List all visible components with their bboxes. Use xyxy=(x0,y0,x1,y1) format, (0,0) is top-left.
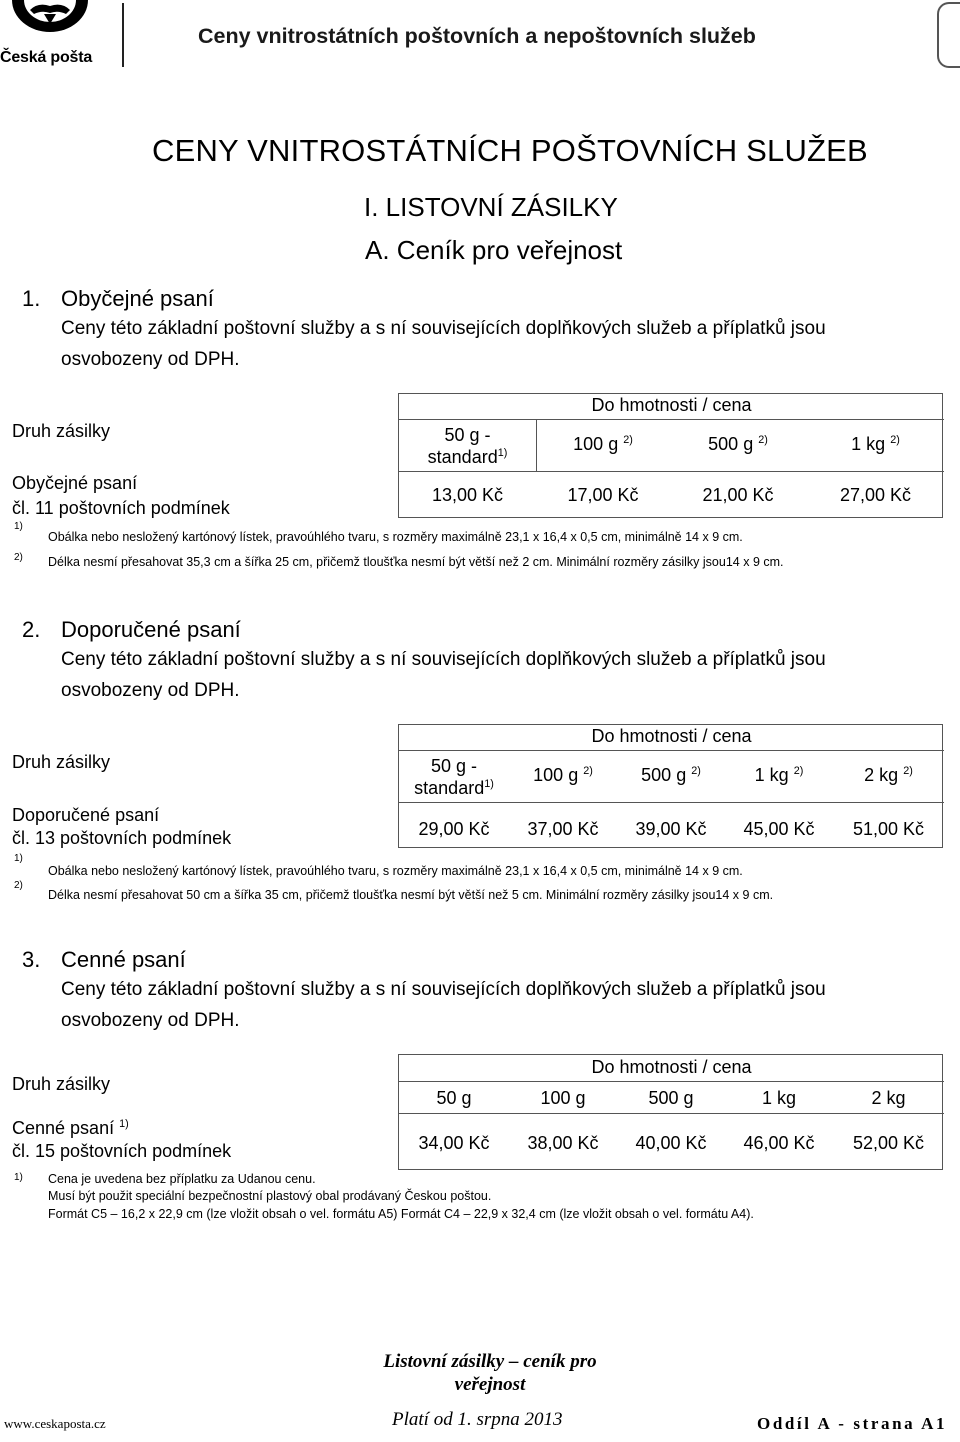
footnote-number: 2) xyxy=(14,552,23,563)
price-cell: 21,00 Kč xyxy=(702,485,774,505)
row-terms: čl. 13 poštovních podmínek xyxy=(12,828,232,848)
weight-col-50g: 50 g - standard$^{1)}$ xyxy=(427,425,508,467)
price-cell: 13,00 Kč xyxy=(431,485,504,505)
weight-col-500g: 500 g $^{2)}$ xyxy=(641,765,701,785)
footnote-text: Obálka nebo nesložený kartónový lístek, pravoúhlého tvaru, s rozměry maximálně 23,1 x 16,4 x 0,5 cm, minimálně 14 x 9 cm. xyxy=(48,864,743,878)
section-number: 2. xyxy=(22,617,41,642)
section-text-line2: osvobozeny od DPH. xyxy=(61,349,240,370)
weight-header: Do hmotnosti / cena xyxy=(591,1057,752,1077)
row-terms: čl. 11 poštovních podmínek xyxy=(12,498,230,518)
section-text-line2: osvobozeny od DPH. xyxy=(61,680,240,701)
section-number: 3. xyxy=(22,947,41,972)
weight-col-1kg: 1 kg $^{2)}$ xyxy=(754,765,804,785)
weight-col-2kg: 2 kg $^{2)}$ xyxy=(864,765,913,785)
weight-col-1kg: 1 kg $^{2)}$ xyxy=(851,434,900,454)
section-title: Cenné psaní xyxy=(61,947,186,972)
footer-valid-from: Platí od 1. srpna 2013 xyxy=(392,1409,563,1430)
price-cell: 34,00 Kč xyxy=(418,1133,490,1153)
header-title: Ceny vnitrostátních poštovních a nepoštovních služeb xyxy=(198,24,756,48)
price-cell: 29,00 Kč xyxy=(418,819,490,839)
footnote-text: Musí být použit speciální bezpečnostní plastový obal prodávaný Českou poštou. xyxy=(48,1189,492,1203)
row-terms: čl. 15 poštovních podmínek xyxy=(12,1141,232,1161)
price-cell: 46,00 Kč xyxy=(743,1133,815,1153)
footer-website[interactable]: www.ceskaposta.cz xyxy=(4,1416,106,1431)
weight-col-100g: 100 g xyxy=(540,1088,586,1108)
label-header: Druh zásilky xyxy=(12,421,111,441)
header-tab-decoration xyxy=(937,2,960,68)
footnote-text: Obálka nebo nesložený kartónový lístek, pravoúhlého tvaru, s rozměry maximálně 23,1 x 16,4 x 0,5 cm, minimálně 14 x 9 cm. xyxy=(48,530,743,544)
weight-col-500g: 500 g $^{2)}$ xyxy=(708,434,768,454)
weight-col-50g: 50 g xyxy=(436,1088,472,1108)
price-cell: 51,00 Kč xyxy=(852,819,925,839)
section-text-line1: Ceny této základní poštovní služby a s ní souvisejících doplňkových služeb a příplatků jsou xyxy=(61,649,826,670)
price-cell: 17,00 Kč xyxy=(567,485,639,505)
part-title: I. LISTOVNÍ ZÁSILKY xyxy=(364,192,618,222)
row-name: Doporučené psaní xyxy=(12,805,160,825)
price-cell: 38,00 Kč xyxy=(527,1133,599,1153)
section-text-line2: osvobozeny od DPH. xyxy=(61,1010,240,1031)
price-table xyxy=(398,724,943,848)
section-text-line1: Ceny této základní poštovní služby a s ní souvisejících doplňkových služeb a příplatků jsou xyxy=(61,318,826,339)
weight-header: Do hmotnosti / cena xyxy=(591,726,752,746)
weight-col-1kg: 1 kg xyxy=(761,1088,797,1108)
weight-col-100g: 100 g $^{2)}$ xyxy=(533,765,593,785)
price-cell: 40,00 Kč xyxy=(635,1133,707,1153)
price-cell: 39,00 Kč xyxy=(635,819,707,839)
section-number: 1. xyxy=(22,286,41,311)
weight-col-500g: 500 g xyxy=(648,1088,694,1108)
row-name: Obyčejné psaní xyxy=(12,473,138,493)
footnote-text: Formát C5 – 16,2 x 22,9 cm (lze vložit obsah o vel. formátu A5) Formát C4 – 22,9 x 32,4 cm (lze vložit obsah o vel. formátu A4). xyxy=(48,1207,754,1221)
footnote-number: 1) xyxy=(14,1172,23,1183)
weight-header: Do hmotnosti / cena xyxy=(591,395,752,415)
price-cell: 45,00 Kč xyxy=(743,819,815,839)
footnote-number: 1) xyxy=(14,853,23,864)
section-text-line1: Ceny této základní poštovní služby a s ní souvisejících doplňkových služeb a příplatků jsou xyxy=(61,979,826,1000)
price-cell: 37,00 Kč xyxy=(527,819,599,839)
label-header: Druh zásilky xyxy=(12,752,111,772)
price-table xyxy=(398,393,943,518)
footnote-number: 1) xyxy=(14,521,23,532)
section-title: Doporučené psaní xyxy=(61,617,241,642)
footnote-text: Délka nesmí přesahovat 50 cm a šířka 35 cm, přičemž tloušťka nesmí být větší než 5 cm. Minimální rozměry zásilky jsou14 x 9 cm. xyxy=(48,888,774,902)
footnote-text: Délka nesmí přesahovat 35,3 cm a šířka 25 cm, přičemž tloušťka nesmí být větší než 2 cm. Minimální rozměry zásilky jsou14 x 9 cm. xyxy=(48,555,784,569)
header-divider xyxy=(122,3,124,67)
footnote-text: Cena je uvedena bez příplatku za Udanou cenu. xyxy=(48,1172,316,1186)
weight-col-100g: 100 g $^{2)}$ xyxy=(573,434,633,454)
label-header: Druh zásilky xyxy=(12,1074,111,1094)
weight-col-2kg: 2 kg xyxy=(871,1088,906,1108)
footnote-number: 2) xyxy=(14,880,23,891)
logo-text: Česká pošta xyxy=(0,49,93,66)
price-list-title: A. Ceník pro veřejnost xyxy=(365,235,623,265)
main-title: CENY VNITROSTÁTNÍCH POŠTOVNÍCH SLUŽEB xyxy=(152,133,868,168)
section-title: Obyčejné psaní xyxy=(61,286,214,311)
price-table xyxy=(398,1054,943,1170)
footer-title: Listovní zásilky – ceník pro veřejnost xyxy=(383,1351,597,1395)
price-cell: 52,00 Kč xyxy=(852,1133,925,1153)
price-cell: 27,00 Kč xyxy=(839,485,912,505)
row-name: Cenné psaní $^{1)}$ xyxy=(12,1118,129,1138)
footer-page-number: Oddíl A - strana A1 xyxy=(757,1414,948,1433)
weight-col-50g: 50 g - standard$^{1)}$ xyxy=(414,756,494,798)
